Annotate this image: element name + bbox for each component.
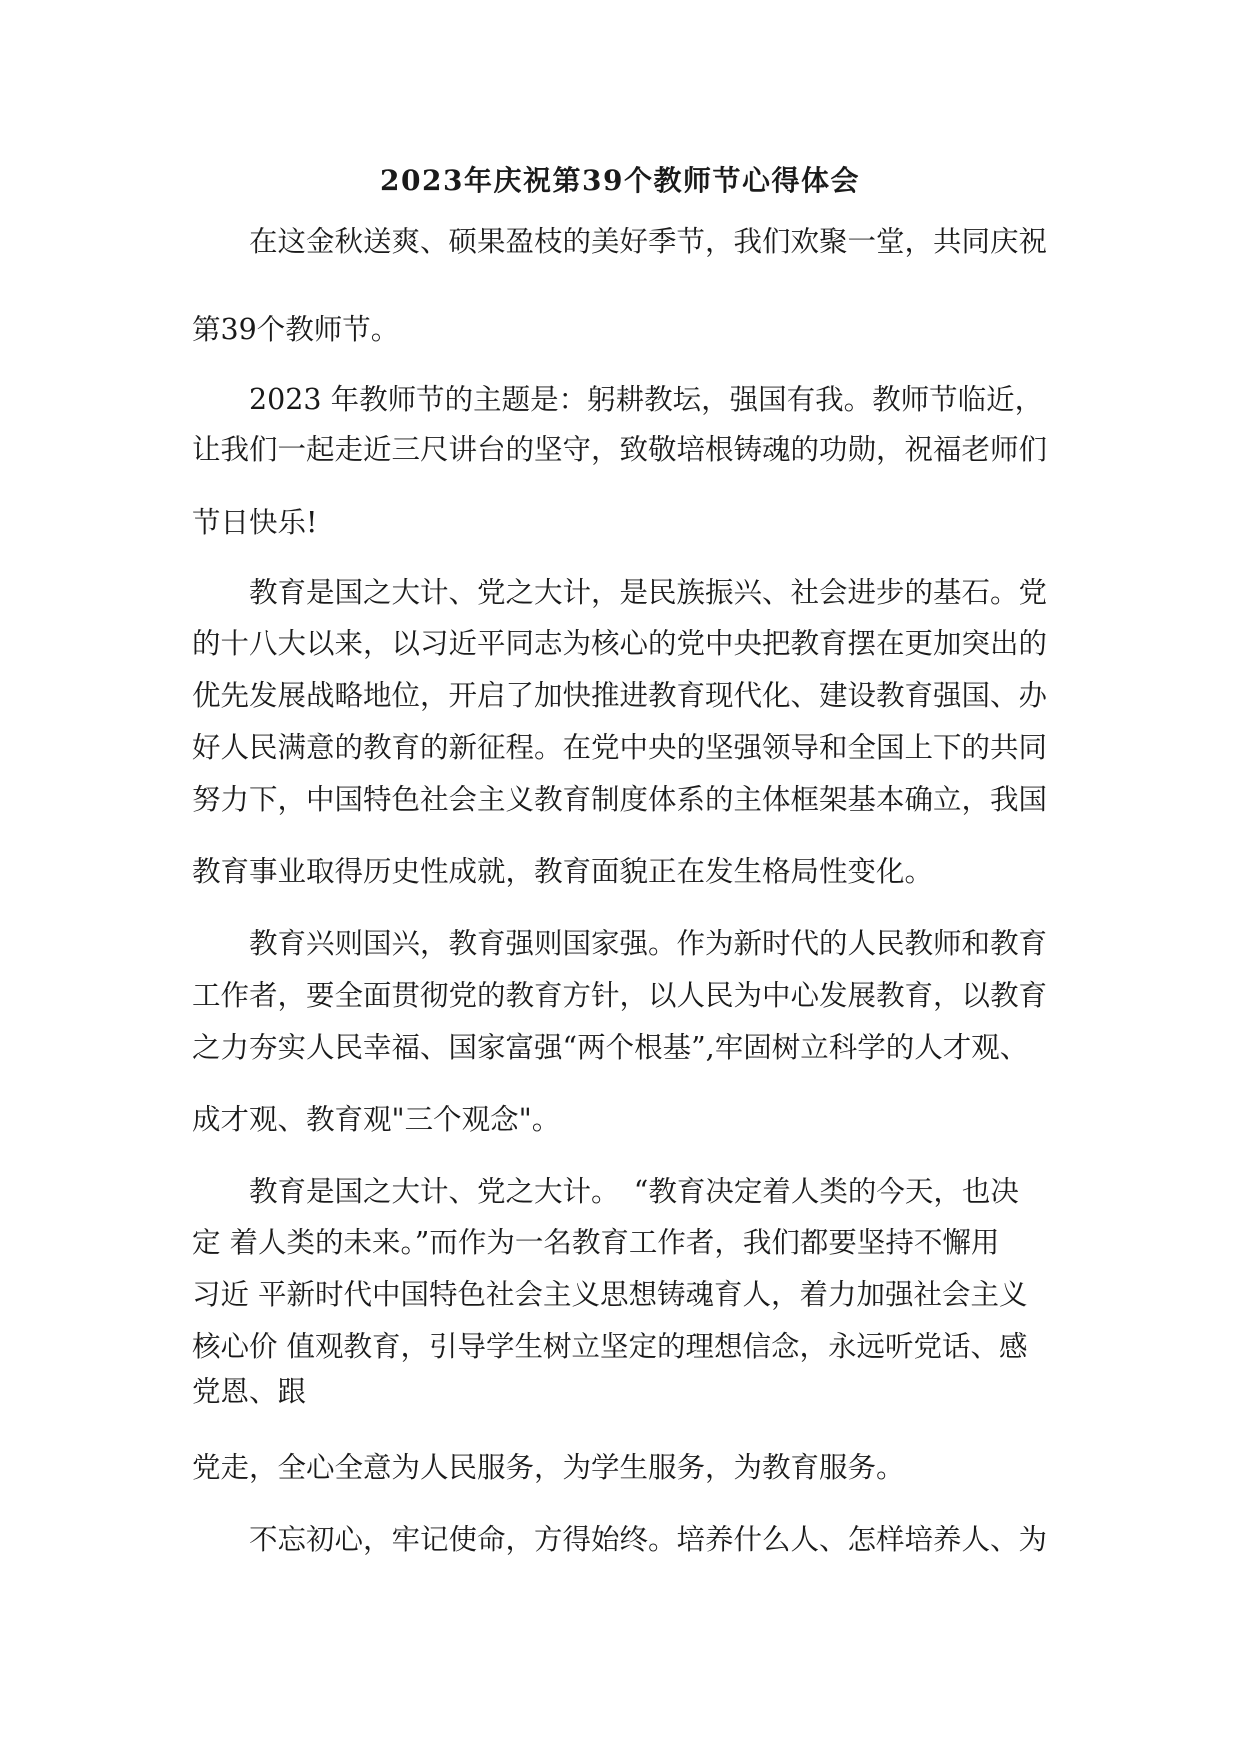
paragraph-line: 优先发展战略地位，开启了加快推进教育现代化、建设教育强国、办 <box>192 679 1048 712</box>
paragraph-line: 教育是国之大计、党之大计。 “教育决定着人类的今天，也决 <box>192 1175 1019 1208</box>
paragraph-line: 定 着人类的未来。”而作为一名教育工作者，我们都要坚持不懈用 <box>192 1226 1000 1259</box>
paragraph-line: 不忘初心，牢记使命，方得始终。培养什么人、怎样培养人、为 <box>192 1523 1048 1556</box>
paragraph-line: 党恩、跟 <box>192 1375 307 1408</box>
paragraph-line: 之力夯实人民幸福、国家富强“两个根基”,牢固树立科学的人才观、 <box>192 1031 1029 1064</box>
document-title: 2023年庆祝第39个教师节心得体会 <box>380 164 860 197</box>
paragraph-line: 成才观、教育观"三个观念"。 <box>192 1103 561 1136</box>
paragraph-line: 党走，全心全意为人民服务，为学生服务，为教育服务。 <box>192 1451 905 1484</box>
paragraph-line: 习近 平新时代中国特色社会主义思想铸魂育人，着力加强社会主义 <box>192 1278 1028 1311</box>
paragraph-line: 在这金秋送爽、硕果盈枝的美好季节，我们欢聚一堂，共同庆祝 <box>192 225 1048 258</box>
paragraph-line: 好人民满意的教育的新征程。在党中央的坚强领导和全国上下的共同 <box>192 731 1048 764</box>
paragraph-line: 第39个教师节。 <box>192 313 400 346</box>
paragraph-line: 教育兴则国兴，教育强则国家强。作为新时代的人民教师和教育 <box>192 927 1048 960</box>
paragraph-line: 的十八大以来，以习近平同志为核心的党中央把教育摆在更加突出的 <box>192 627 1048 660</box>
paragraph-line: 教育是国之大计、党之大计，是民族振兴、社会进步的基石。党 <box>192 576 1048 609</box>
paragraph-line: 教育事业取得历史性成就，教育面貌正在发生格局性变化。 <box>192 855 934 888</box>
paragraph-line: 节日快乐! <box>192 506 318 539</box>
paragraph-line: 工作者，要全面贯彻党的教育方针，以人民为中心发展教育，以教育 <box>192 979 1048 1012</box>
paragraph-line: 让我们一起走近三尺讲台的坚守，致敬培根铸魂的功勋，祝福老师们 <box>192 433 1048 466</box>
paragraph-line: 核心价 值观教育，引导学生树立坚定的理想信念，永远听党话、感 <box>192 1330 1028 1363</box>
paragraph-line: 2023 年教师节的主题是：躬耕教坛，强国有我。教师节临近， <box>192 383 1044 416</box>
paragraph-line: 努力下，中国特色社会主义教育制度体系的主体框架基本确立，我国 <box>192 783 1048 816</box>
